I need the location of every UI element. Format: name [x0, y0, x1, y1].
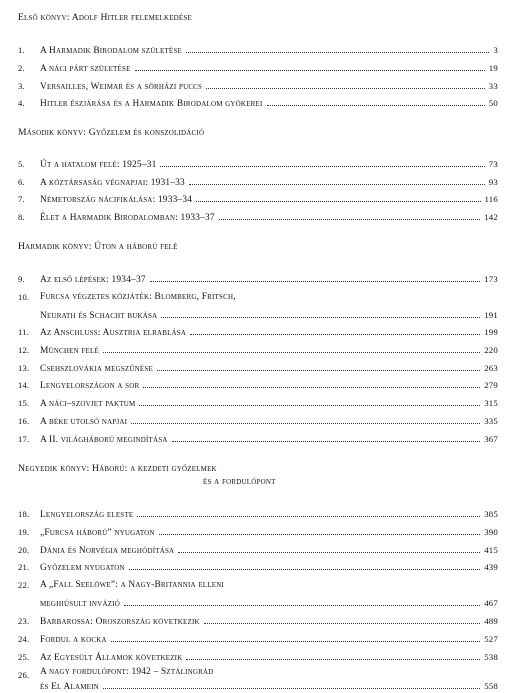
- chapter-number: 16.: [18, 416, 30, 426]
- chapter-title-continued: meghiúsult invázió: [40, 599, 120, 609]
- dot-leader: [267, 96, 485, 106]
- chapter-number: 24.: [18, 634, 30, 644]
- toc-entry-18[interactable]: [18, 507, 498, 521]
- chapter-title: A „Fall Seelöwe”: a Nagy-Britannia elleni: [40, 580, 225, 590]
- dot-leader: [137, 507, 480, 517]
- chapter-title: A náci–szovjet paktum: [40, 399, 136, 409]
- chapter-number: 14.: [18, 380, 30, 390]
- page-number: 199: [484, 327, 498, 337]
- chapter-title: Győzelem nyugaton: [40, 563, 125, 573]
- page-number: 116: [484, 194, 498, 204]
- page-number: 385: [484, 509, 498, 519]
- chapter-title: A nagy fordulópont: 1942 – Sztálingrád: [40, 667, 214, 677]
- page-number: 390: [484, 527, 498, 537]
- chapter-number: 20.: [18, 545, 30, 555]
- chapter-number: 3.: [18, 81, 25, 91]
- chapter-title: Az első lépések: 1934–37: [40, 275, 146, 285]
- page-number: 33: [488, 81, 498, 91]
- dot-leader: [186, 650, 480, 660]
- chapter-title: München felé: [40, 346, 99, 356]
- dot-leader: [143, 378, 480, 388]
- dot-leader: [150, 272, 480, 282]
- chapter-number: 15.: [18, 398, 30, 408]
- toc-entry-19[interactable]: [18, 525, 498, 539]
- toc-entry-23[interactable]: [18, 614, 498, 628]
- chapter-title: A Harmadik Birodalom születése: [40, 46, 182, 56]
- dot-leader: [161, 308, 480, 318]
- page-number: 142: [484, 212, 498, 222]
- chapter-number: 4.: [18, 98, 25, 108]
- chapter-title: Furcsa végzetes közjáték: Blomberg, Fritsch,: [40, 292, 236, 302]
- toc-entry-2[interactable]: [18, 61, 498, 75]
- toc-entry-8[interactable]: [18, 210, 498, 224]
- chapter-number: 1.: [18, 45, 25, 55]
- chapter-title: Barbarossa: Oroszország következik: [40, 617, 200, 627]
- chapter-title-continued: Neurath és Schacht bukása: [40, 311, 158, 321]
- page-number: 263: [484, 363, 498, 373]
- chapter-title: Az Anschluss: Ausztria elrablása: [40, 328, 187, 338]
- book-title-4: Negyedik könyv: Háború: a kezdeti győzelmek: [18, 463, 217, 474]
- toc-entry-26[interactable]: [18, 668, 498, 692]
- toc-entry-15[interactable]: [18, 396, 498, 410]
- chapter-title: Lengyelországon a sor: [40, 381, 140, 391]
- dot-leader: [219, 210, 480, 220]
- book-title-2: Második könyv: Győzelem és konszolidáció: [18, 127, 205, 138]
- toc-entry-9[interactable]: [18, 272, 498, 286]
- chapter-title: A béke utolsó napjai: [40, 417, 128, 427]
- chapter-number: 17.: [18, 434, 30, 444]
- page-number: 19: [488, 63, 498, 73]
- chapter-title: Élet a Harmadik Birodalomban: 1933–37: [40, 213, 215, 223]
- chapter-number: 23.: [18, 616, 30, 626]
- book-title-4-continued: és a fordulópont: [203, 476, 276, 487]
- toc-entry-5[interactable]: [18, 157, 498, 171]
- toc-entry-16[interactable]: [18, 414, 498, 428]
- dot-leader: [159, 525, 481, 535]
- toc-entry-6[interactable]: [18, 175, 498, 189]
- page-number: 558: [484, 681, 498, 691]
- dot-leader: [103, 679, 480, 689]
- dot-leader: [206, 79, 485, 89]
- dot-leader: [172, 432, 481, 442]
- chapter-title: Versailles, Weimar és a sörházi puccs: [40, 82, 203, 92]
- page-number: 489: [484, 616, 498, 626]
- chapter-number: 2.: [18, 63, 25, 73]
- dot-leader: [178, 543, 480, 553]
- chapter-title: Lengyelország eleste: [40, 510, 134, 520]
- chapter-title: Fordul a kocka: [40, 635, 107, 645]
- chapter-title: A II. világháború megindítása: [40, 435, 168, 445]
- page-number: 50: [488, 98, 498, 108]
- dot-leader: [103, 343, 480, 353]
- dot-leader: [129, 560, 480, 570]
- dot-leader: [189, 175, 485, 185]
- chapter-number: 5.: [18, 159, 25, 169]
- chapter-number: 12.: [18, 345, 30, 355]
- dot-leader: [204, 614, 480, 624]
- toc-entry-3[interactable]: [18, 79, 498, 93]
- chapter-title: Út a hatalom felé: 1925–31: [40, 160, 157, 170]
- dot-leader: [139, 396, 480, 406]
- book-title-1: Első könyv: Adolf Hitler felemelkedése: [18, 12, 192, 23]
- page-number: 367: [484, 434, 498, 444]
- toc-entry-4[interactable]: [18, 96, 498, 110]
- dot-leader: [190, 325, 480, 335]
- dot-leader: [135, 61, 485, 71]
- dot-leader: [111, 632, 480, 642]
- chapter-number: 22.: [18, 580, 30, 590]
- chapter-number: 21.: [18, 562, 30, 572]
- toc-entry-14[interactable]: [18, 378, 498, 392]
- toc-entry-22[interactable]: [18, 578, 498, 610]
- chapter-number: 13.: [18, 363, 30, 373]
- dot-leader: [124, 596, 480, 606]
- chapter-number: 6.: [18, 177, 25, 187]
- toc-entry-25[interactable]: [18, 650, 498, 664]
- page-number: 335: [484, 416, 498, 426]
- toc-entry-20[interactable]: [18, 543, 498, 557]
- chapter-number: 11.: [18, 327, 30, 337]
- chapter-number: 7.: [18, 194, 25, 204]
- dot-leader: [160, 157, 484, 167]
- page-number: 173: [484, 274, 498, 284]
- page-number: 315: [484, 398, 498, 408]
- chapter-title-continued: és El Alamein: [40, 682, 99, 692]
- toc-entry-10[interactable]: [18, 290, 498, 322]
- page-number: 467: [484, 598, 498, 608]
- toc-entry-13[interactable]: [18, 361, 498, 375]
- dot-leader: [186, 43, 489, 53]
- chapter-title: A náci párt születése: [40, 64, 131, 74]
- toc-entry-11[interactable]: [18, 325, 498, 339]
- toc-entry-1[interactable]: [18, 43, 498, 57]
- toc-entry-17[interactable]: [18, 432, 498, 446]
- chapter-title: Németország nácifikálása: 1933–34: [40, 195, 193, 205]
- page-number: 527: [484, 634, 498, 644]
- page-number: 3: [493, 45, 498, 55]
- page-number: 220: [484, 345, 498, 355]
- dot-leader: [157, 361, 480, 371]
- chapter-title: Dánia és Norvégia meghódítása: [40, 546, 175, 556]
- page-number: 538: [484, 652, 498, 662]
- page-number: 415: [484, 545, 498, 555]
- toc-entry-21[interactable]: [18, 560, 498, 574]
- dot-leader: [196, 192, 480, 202]
- chapter-title: Hitler észjárása és a Harmadik Birodalom gyökerei: [40, 99, 263, 109]
- chapter-number: 9.: [18, 274, 25, 284]
- chapter-title: „Furcsa háború” nyugaton: [40, 528, 155, 538]
- page-number: 93: [488, 177, 498, 187]
- chapter-title: Csehszlovákia megszűnése: [40, 364, 153, 374]
- chapter-number: 19.: [18, 527, 30, 537]
- chapter-number: 8.: [18, 212, 25, 222]
- toc-entry-24[interactable]: [18, 632, 498, 646]
- toc-entry-7[interactable]: [18, 192, 498, 206]
- chapter-number: 18.: [18, 509, 30, 519]
- chapter-number: 10.: [18, 292, 30, 302]
- page-number: 439: [484, 562, 498, 572]
- chapter-number: 26.: [18, 670, 30, 680]
- book-title-3: Harmadik könyv: Úton a háború felé: [18, 241, 178, 252]
- page-number: 279: [484, 380, 498, 390]
- page-number: 191: [484, 310, 498, 320]
- dot-leader: [131, 414, 480, 424]
- chapter-title: A köztársaság végnapjai: 1931–33: [40, 178, 185, 188]
- chapter-number: 25.: [18, 652, 30, 662]
- page-number: 73: [488, 159, 498, 169]
- chapter-title: Az Egyesült Államok következik: [40, 653, 183, 663]
- toc-entry-12[interactable]: [18, 343, 498, 357]
